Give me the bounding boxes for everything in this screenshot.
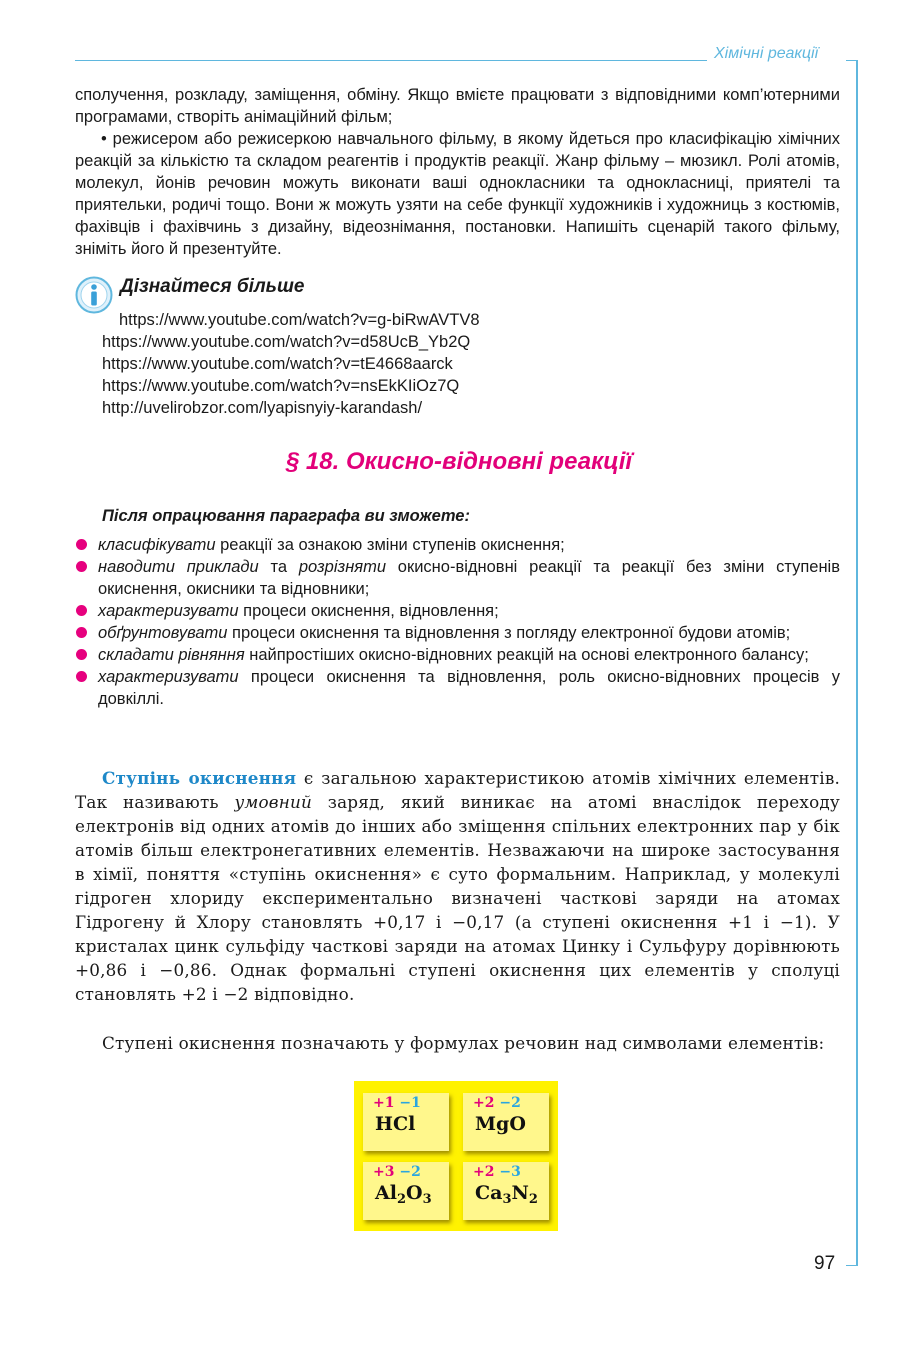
objective-item: класифікувати реакції за ознакою зміни ступенів окиснення; [75,534,840,556]
key-term: Ступінь окиснення [102,768,297,788]
learn-more-title: Дізнайтеся більше [120,276,305,297]
link-3[interactable]: https://www.youtube.com/watch?v=tE4668aarck [102,355,453,373]
objectives-title: Після опрацювання параграфа ви зможете: [102,507,470,525]
objective-item: обґрунтовувати процеси окиснення та відновлення з погляду електронної будови атомів; [75,622,840,644]
intro-paragraph: сполучення, розкладу, заміщення, обміну. Якщо вмієте працювати з відповідними комп’ютерними програмами, створіть анімаційний фільм; [75,86,840,126]
learn-more-links [102,309,480,419]
running-header: Хімічні реакції [714,45,819,62]
margin-rule [856,60,858,1265]
formula-card: +1 −1 HCl [363,1093,449,1151]
formula-card: +2 −2 MgO [463,1093,549,1151]
link-5[interactable]: http://uvelirobzor.com/lyapisnyiy-karandash/ [102,399,423,417]
bullet-dot [76,561,87,572]
header-rule [75,60,707,61]
formula-card: +3 −2 $Al_2O_3$ [363,1162,449,1220]
objectives-list [75,534,840,710]
intro-bullet-paragraph: • режисером або режисеркою навчального фільму, в якому йдеться про класифікацію хімічних реакцій за кількістю та складом реагентів і продуктів реакції. Жанр фільму – мюзикл. Ролі атомів, молекул, йонів речовин можуть виконати ваші однокласники та однокласниці, приятелі та приятельки, родичі тощо. Вони ж можуть узяти на себе функції художників і художниць з костюмів, фахівців і фахівчинь з дизайну, відеознімання, постановки. Напишіть сценарій такого фільму, зніміть його й презентуйте. [75,130,840,258]
section-title: § 18. Окисно-відновні реакції [285,448,633,475]
bullet-dot [76,605,87,616]
formula-intro-paragraph: Ступені окиснення позначають у формулах речовин над символами елементів: [102,1033,825,1053]
page-number-tick [846,1265,858,1266]
link-4[interactable]: https://www.youtube.com/watch?v=nsEkKIiOz7Q [102,377,460,395]
link-1[interactable]: https://www.youtube.com/watch?v=g-biRwAVTV8 [119,311,480,329]
definition-paragraph: Ступінь окиснення є загальною характеристикою атомів хімічних елементів. Так називають умовний заряд, який виникає на атомі внаслідок переходу електронів від одних атомів до інших або зміщення спільних електронних пар у бік атомів більш електронегативних елементів. Незважаючи на широке застосування в хімії, поняття «ступінь окиснення» є суто формальним. Наприклад, у молекулі гідроген хлориду експериментально визначені часткові заряди на атомах Гідрогену й Хлору становлять +0,17 і −0,17 (а ступені окиснення +1 і −1). У кристалах цинк сульфіду часткові заряди на атомах Цинку і Сульфуру дорівнюють +0,86 і −0,86. Однак формальні ступені окиснення цих елементів у сполуці становлять +2 і −2 відповідно. [75,768,841,1004]
objective-item: характеризувати процеси окиснення, відновлення; [75,600,840,622]
bullet-dot [76,671,87,682]
bullet-dot [76,539,87,550]
link-2[interactable]: https://www.youtube.com/watch?v=d58UcB_Yb2Q [102,333,471,351]
objective-item: наводити приклади та розрізняти окисно-відновні реакції та реакції без зміни ступенів окиснення, окисники та відновники; [75,556,840,600]
objective-item: складати рівняння найпростіших окисно-відновних реакцій на основі електронного балансу; [75,644,840,666]
oxidation-states-figure [354,1081,558,1231]
objective-item: характеризувати процеси окиснення та відновлення, роль окисно-відновних процесів у довкіллі. [75,666,840,710]
bullet-dot [76,649,87,660]
page-number: 97 [814,1253,836,1274]
formula-card: +2 −3 $Ca_3N_2$ [463,1162,549,1220]
header-tick [846,60,856,61]
bullet-dot [76,627,87,638]
